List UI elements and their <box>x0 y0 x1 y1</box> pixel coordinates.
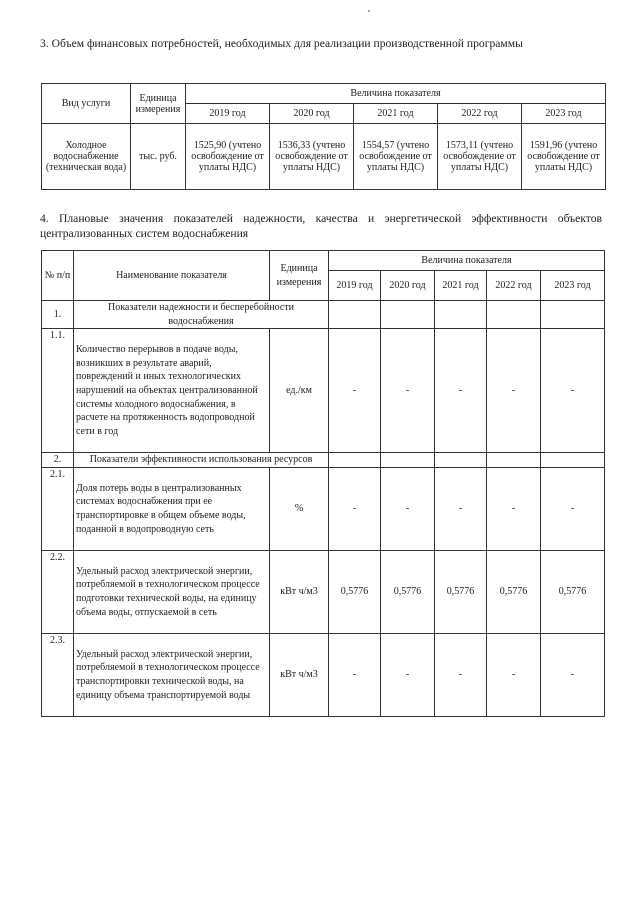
empty-cell <box>541 453 605 468</box>
value-cell: - <box>541 634 605 717</box>
value-cell: 0,5776 <box>435 551 487 634</box>
year-header: 2023 год <box>522 104 606 124</box>
year-header: 2023 год <box>541 271 605 301</box>
year-header: 2021 год <box>435 271 487 301</box>
empty-cell <box>329 301 381 329</box>
col-header-num: № п/п <box>42 251 74 301</box>
empty-cell <box>329 453 381 468</box>
value-cell: 0,5776 <box>329 551 381 634</box>
value-cell: - <box>435 468 487 551</box>
row-num: 2.3. <box>42 634 74 717</box>
table-row <box>42 468 605 551</box>
empty-cell <box>435 453 487 468</box>
service-cell: Холодное водоснабжение (техническая вода) <box>42 124 131 190</box>
table-row <box>42 124 606 190</box>
value-cell: - <box>381 634 435 717</box>
row-num: 2.1. <box>42 468 74 551</box>
value-cell: - <box>329 468 381 551</box>
financial-needs-table <box>41 83 606 190</box>
table-row <box>42 551 605 634</box>
col-header-service: Вид услуги <box>42 84 131 124</box>
value-cell: - <box>435 329 487 453</box>
value-cell: 1525,90 (учтено освобождение от уплаты НДС) <box>186 124 270 190</box>
col-header-unit: Единица измерения <box>131 84 186 124</box>
col-header-name: Наименование показателя <box>74 251 270 301</box>
value-cell: 0,5776 <box>487 551 541 634</box>
unit-cell: % <box>270 468 329 551</box>
row-num: 1. <box>42 301 74 329</box>
value-cell: - <box>487 468 541 551</box>
section-title: Показатели надежности и бесперебойности водоснабжения <box>74 301 329 329</box>
table-row <box>42 329 605 453</box>
indicator-name: Удельный расход электрической энергии, потребляемой в технологическом процессе транспортировки технической воды, на единицу объема транспортируемой воды <box>74 634 270 717</box>
year-header: 2019 год <box>186 104 270 124</box>
value-cell: - <box>487 329 541 453</box>
col-header-unit: Единица измерения <box>270 251 329 301</box>
scan-speck <box>368 10 370 12</box>
unit-cell: кВт ч/м3 <box>270 551 329 634</box>
indicator-name: Удельный расход электрической энергии, потребляемой в технологическом процессе подготовки технической воды, на единицу объема воды, отпускаемой в сеть <box>74 551 270 634</box>
year-header: 2022 год <box>487 271 541 301</box>
empty-cell <box>381 301 435 329</box>
indicator-name: Доля потерь воды в централизованных системах водоснабжения при ее транспортировке в общем объеме воды, поданной в водопроводную сеть <box>74 468 270 551</box>
row-num: 2. <box>42 453 74 468</box>
empty-cell <box>435 301 487 329</box>
empty-cell <box>381 453 435 468</box>
section-title: Показатели эффективности использования ресурсов <box>74 453 329 468</box>
value-cell: - <box>541 329 605 453</box>
section-row <box>42 301 605 329</box>
value-cell: - <box>329 329 381 453</box>
empty-cell <box>541 301 605 329</box>
empty-cell <box>487 301 541 329</box>
value-cell: 0,5776 <box>381 551 435 634</box>
value-cell: 1536,33 (учтено освобождение от уплаты НДС) <box>270 124 354 190</box>
col-header-value: Величина показателя <box>329 251 605 271</box>
indicator-name: Количество перерывов в подаче воды, возникших в результате аварий, повреждений и иных технологических нарушений на объектах централизованной системы холодного водоснабжения, в расчете на протяженность водопроводной сети в год <box>74 329 270 453</box>
empty-cell <box>487 453 541 468</box>
year-header: 2022 год <box>438 104 522 124</box>
value-cell: - <box>381 468 435 551</box>
unit-cell: кВт ч/м3 <box>270 634 329 717</box>
row-num: 2.2. <box>42 551 74 634</box>
year-header: 2021 год <box>354 104 438 124</box>
col-header-value: Величина показателя <box>186 84 606 104</box>
value-cell: - <box>329 634 381 717</box>
value-cell: 1573,11 (учтено освобождение от уплаты НДС) <box>438 124 522 190</box>
value-cell: - <box>487 634 541 717</box>
year-header: 2020 год <box>381 271 435 301</box>
unit-cell: тыс. руб. <box>131 124 186 190</box>
value-cell: - <box>541 468 605 551</box>
unit-cell: ед./км <box>270 329 329 453</box>
section-3-heading: 3. Объем финансовых потребностей, необходимых для реализации производственной программы <box>40 37 523 50</box>
year-header: 2020 год <box>270 104 354 124</box>
row-num: 1.1. <box>42 329 74 453</box>
table-row <box>42 634 605 717</box>
section-row <box>42 453 605 468</box>
value-cell: 1554,57 (учтено освобождение от уплаты НДС) <box>354 124 438 190</box>
value-cell: 1591,96 (учтено освобождение от уплаты НДС) <box>522 124 606 190</box>
value-cell: - <box>381 329 435 453</box>
section-4-heading: 4. Плановые значения показателей надежности, качества и энергетической эффективности объектов централизованных систем водоснабжения <box>40 212 602 240</box>
value-cell: 0,5776 <box>541 551 605 634</box>
indicators-table <box>41 250 605 717</box>
value-cell: - <box>435 634 487 717</box>
year-header: 2019 год <box>329 271 381 301</box>
